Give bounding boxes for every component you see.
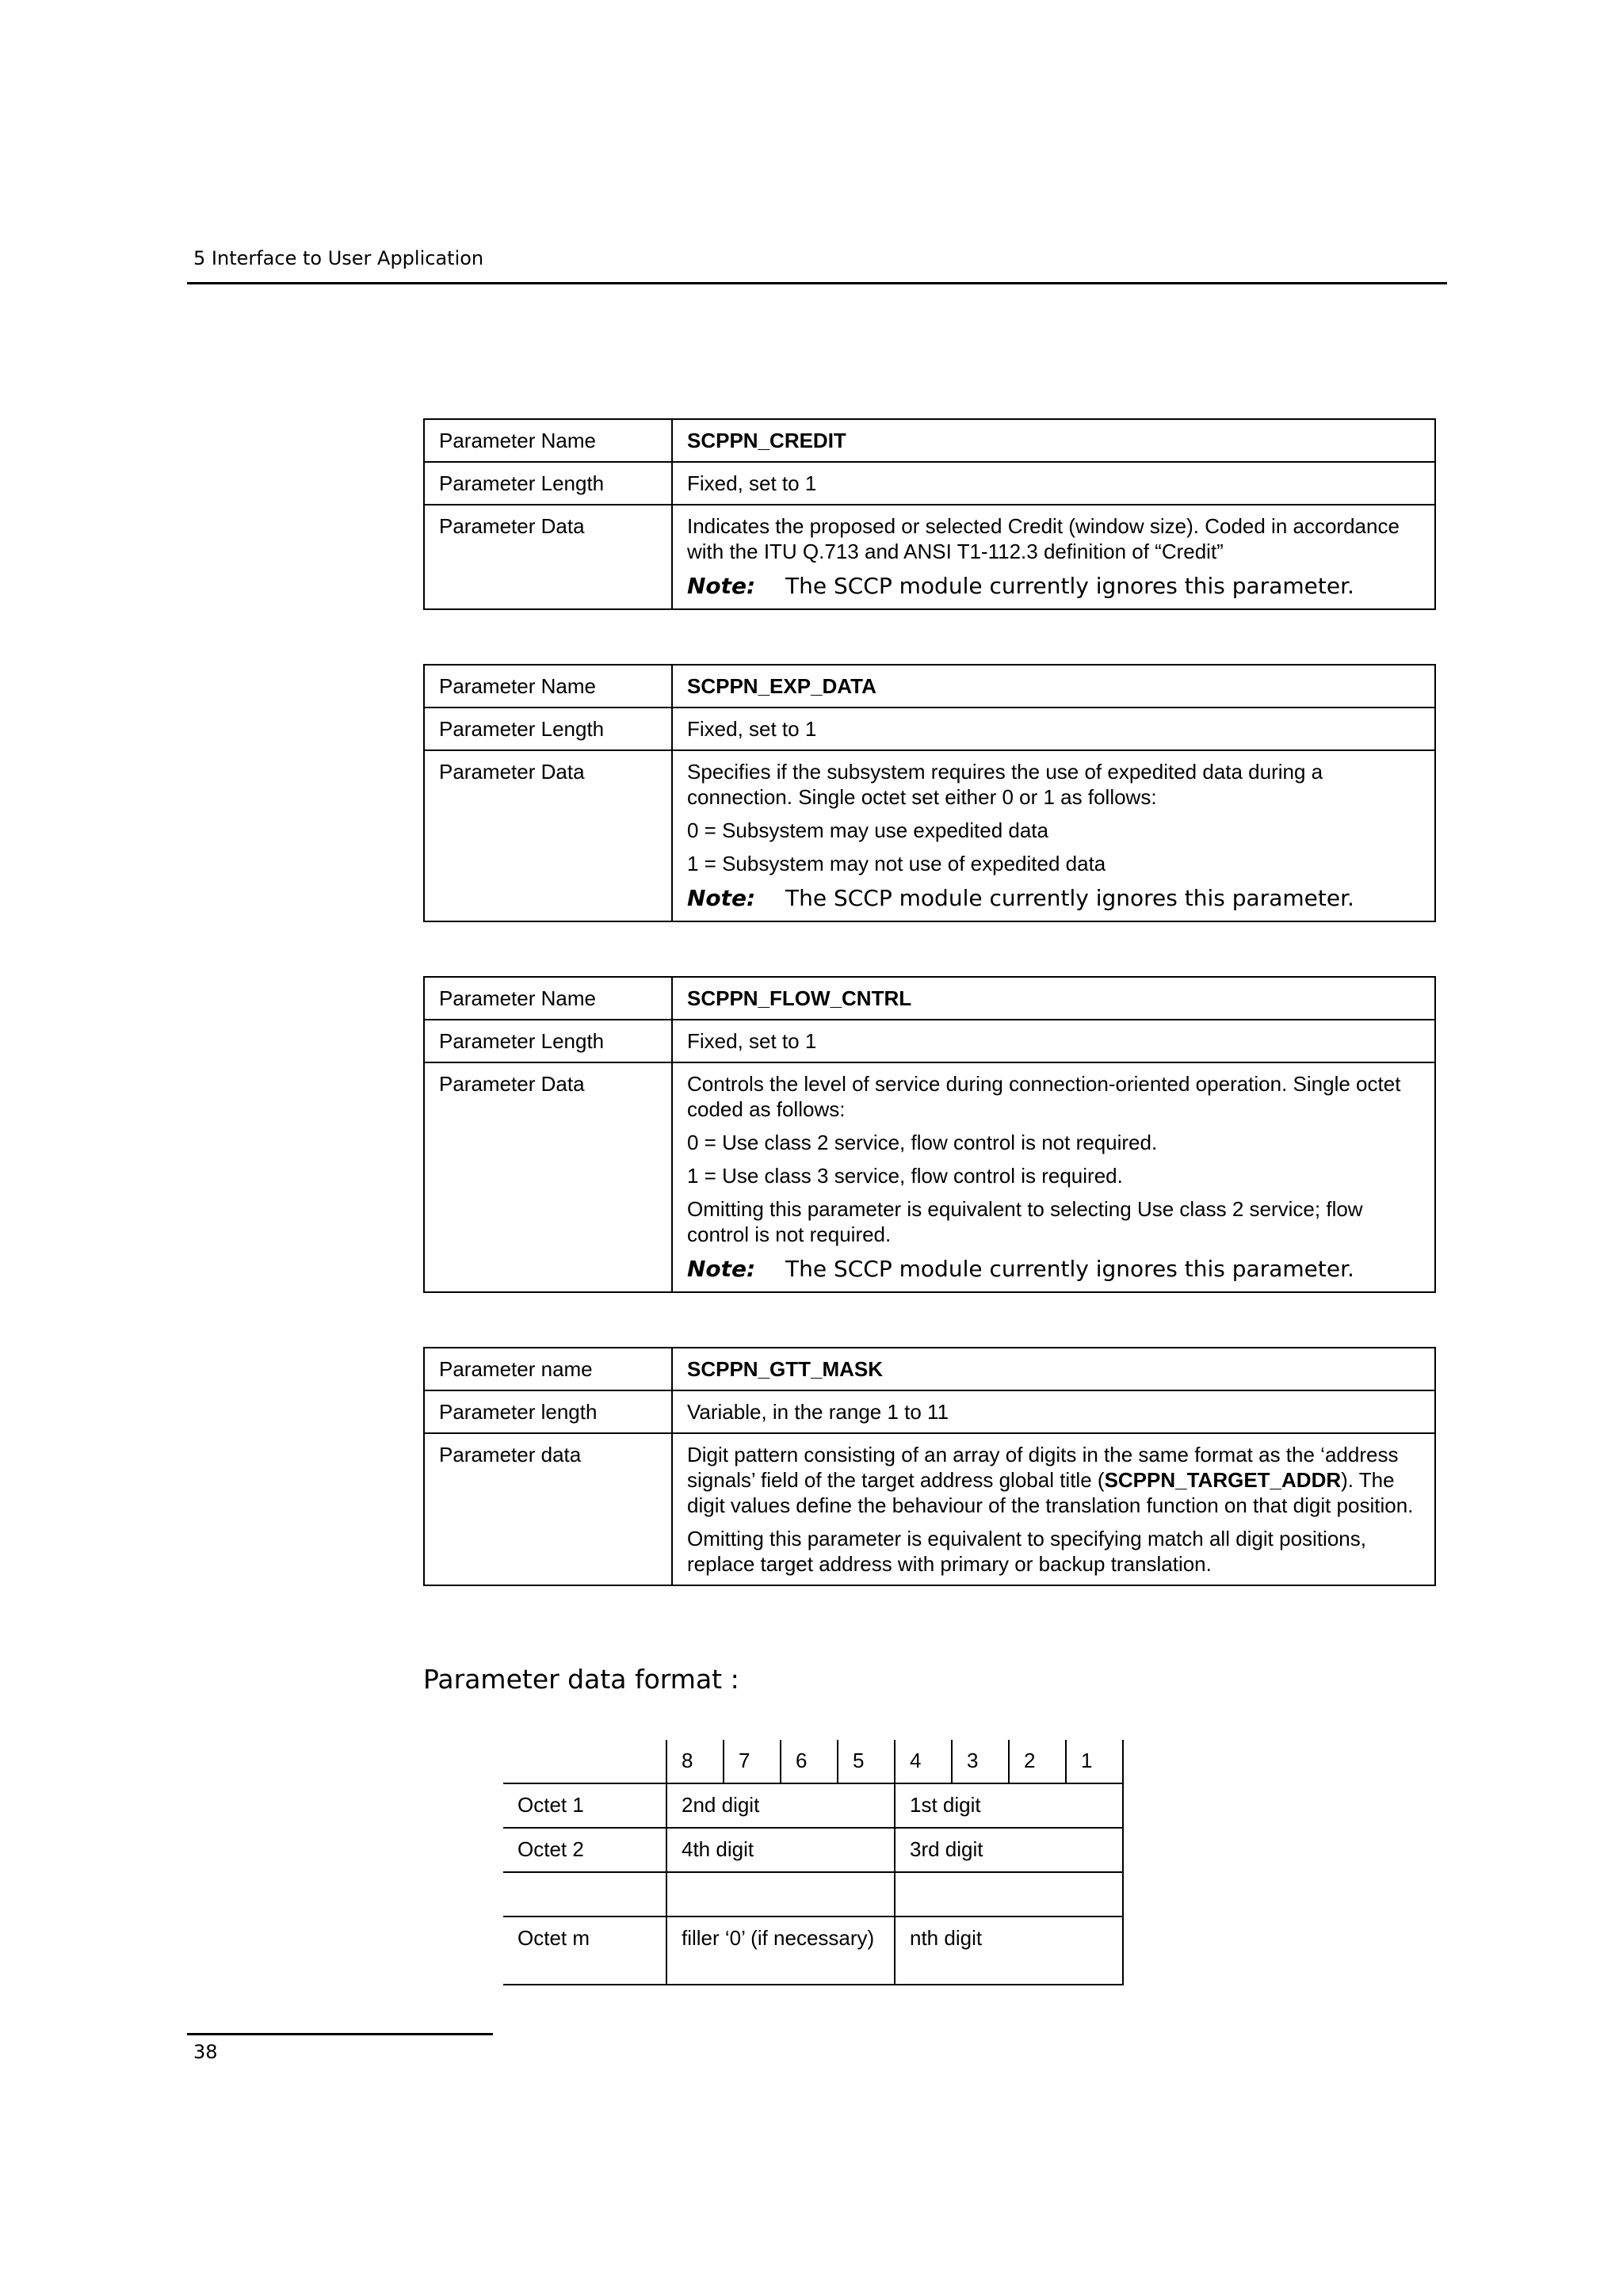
note-text: The SCCP module currently ignores this parameter. <box>785 1256 1354 1282</box>
param-data-label: Parameter Data <box>424 505 672 609</box>
param-name-label: Parameter Name <box>424 419 672 462</box>
param-name-label: Parameter Name <box>424 977 672 1020</box>
param-data-cell <box>672 505 1435 609</box>
octet-high-nibble <box>666 1872 895 1917</box>
param-data-text: 0 = Use class 2 service, flow control is not required. <box>687 1131 1158 1154</box>
param-length-label: Parameter Length <box>424 707 672 750</box>
octet-corner-cell <box>503 1740 666 1783</box>
param-data-text: Omitting this parameter is equivalent to specifying match all digit positions, replace target address with primary or backup translation. <box>687 1527 1366 1576</box>
octet-low-nibble: nth digit <box>895 1917 1123 1985</box>
param-table-flow-cntrl <box>423 976 1436 1293</box>
param-data-text: 1 = Subsystem may not use of expedited data <box>687 852 1106 875</box>
octet-label: Octet 2 <box>503 1828 666 1872</box>
param-data-text <box>687 1442 1420 1518</box>
param-length-label: Parameter length <box>424 1390 672 1433</box>
param-name-value: SCPPN_GTT_MASK <box>672 1348 1435 1390</box>
running-header: 5 Interface to User Application <box>193 247 484 269</box>
param-data-cell <box>672 750 1435 921</box>
bit-label: 8 <box>666 1740 724 1783</box>
bit-label: 7 <box>724 1740 781 1783</box>
param-length-value: Fixed, set to 1 <box>672 1020 1435 1062</box>
param-name-value: SCPPN_CREDIT <box>672 419 1435 462</box>
param-name-value: SCPPN_FLOW_CNTRL <box>672 977 1435 1020</box>
param-data-text: Indicates the proposed or selected Credit (window size). Coded in accordance with the ITU Q.713 and ANSI T1-112.3 definition of “Credit” <box>687 514 1400 563</box>
octet-label <box>503 1872 666 1917</box>
octet-low-nibble: 3rd digit <box>895 1828 1123 1872</box>
bit-label: 3 <box>952 1740 1009 1783</box>
param-name-label: Parameter Name <box>424 665 672 707</box>
note-label: Note: <box>687 573 756 599</box>
param-length-value: Variable, in the range 1 to 11 <box>672 1390 1435 1433</box>
bit-label: 5 <box>838 1740 895 1783</box>
octet-label: Octet 1 <box>503 1783 666 1828</box>
param-table-gtt-mask <box>423 1347 1436 1586</box>
param-length-value: Fixed, set to 1 <box>672 707 1435 750</box>
note-label: Note: <box>687 885 756 911</box>
bit-label: 1 <box>1066 1740 1123 1783</box>
note-text: The SCCP module currently ignores this parameter. <box>785 573 1354 599</box>
param-data-cell <box>672 1062 1435 1292</box>
param-data-text: Controls the level of service during connection-oriented operation. Single octet coded as follows: <box>687 1072 1401 1121</box>
param-length-label: Parameter Length <box>424 1020 672 1062</box>
octet-high-nibble: 2nd digit <box>666 1783 895 1828</box>
note <box>687 1255 1420 1283</box>
param-name-value: SCPPN_EXP_DATA <box>672 665 1435 707</box>
param-name-label: Parameter name <box>424 1348 672 1390</box>
header-rule <box>187 282 1447 284</box>
param-data-cell <box>672 1433 1435 1585</box>
bit-label: 4 <box>895 1740 952 1783</box>
param-data-label: Parameter Data <box>424 750 672 921</box>
param-length-label: Parameter Length <box>424 462 672 505</box>
param-data-text: 0 = Subsystem may use expedited data <box>687 818 1048 842</box>
target-addr-ref: SCPPN_TARGET_ADDR <box>1104 1468 1342 1492</box>
param-data-text: Omitting this parameter is equivalent to selecting Use class 2 service; flow control is not required. <box>687 1197 1363 1246</box>
bit-label: 2 <box>1009 1740 1066 1783</box>
note-text: The SCCP module currently ignores this parameter. <box>785 885 1354 911</box>
octet-label: Octet m <box>503 1917 666 1985</box>
octet-low-nibble: 1st digit <box>895 1783 1123 1828</box>
page-number: 38 <box>193 2041 218 2063</box>
param-data-label: Parameter data <box>424 1433 672 1585</box>
octet-low-nibble <box>895 1872 1123 1917</box>
param-data-text-part: ). The digit values define the behaviour of the translation function on that digit position. <box>687 1468 1414 1517</box>
octet-high-nibble: filler ‘0’ (if necessary) <box>666 1917 895 1985</box>
param-data-text: 1 = Use class 3 service, flow control is required. <box>687 1164 1123 1188</box>
note-label: Note: <box>687 1256 756 1282</box>
note <box>687 884 1420 913</box>
bit-label: 6 <box>781 1740 838 1783</box>
param-data-label: Parameter Data <box>424 1062 672 1292</box>
format-heading: Parameter data format : <box>423 1664 739 1695</box>
param-data-text-part: Digit pattern consisting of an array of digits in the same format as the ‘address signals’ field of the target address global title ( <box>687 1443 1399 1492</box>
param-data-text: Specifies if the subsystem requires the use of expedited data during a connection. Single octet set either 0 or 1 as follows: <box>687 760 1323 809</box>
footer-rule <box>187 2033 493 2035</box>
param-table-exp-data <box>423 664 1436 922</box>
param-length-value: Fixed, set to 1 <box>672 462 1435 505</box>
note <box>687 572 1420 601</box>
param-table-credit <box>423 418 1436 610</box>
octet-high-nibble: 4th digit <box>666 1828 895 1872</box>
octet-format-table <box>503 1740 1124 1985</box>
